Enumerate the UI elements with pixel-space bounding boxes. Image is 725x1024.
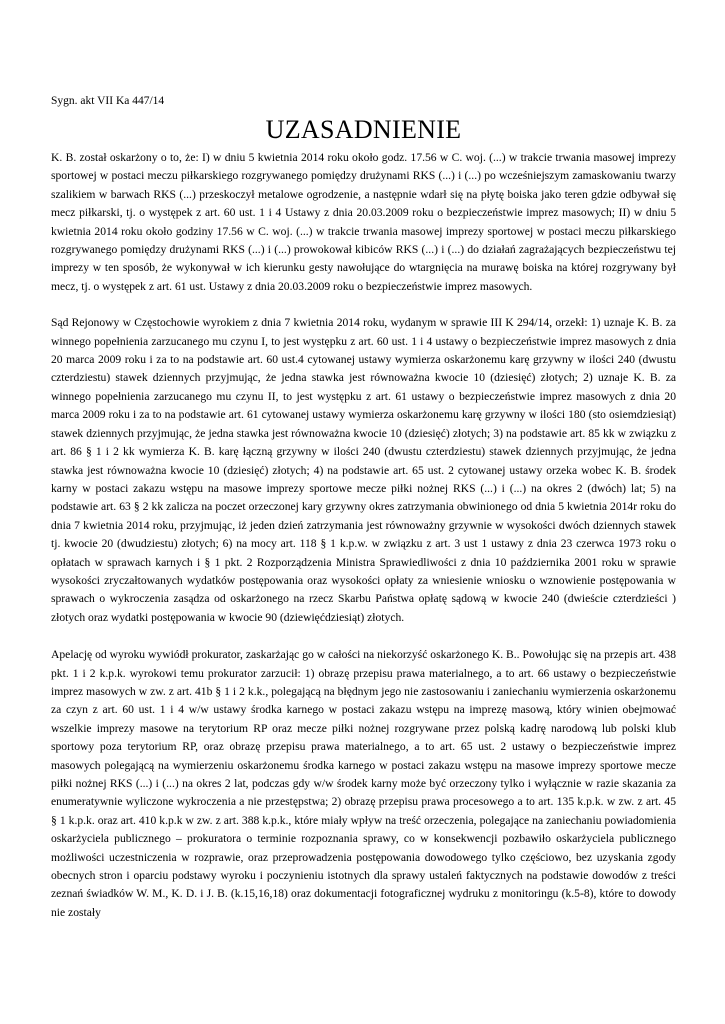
document-title: UZASADNIENIE [265,115,462,144]
paragraph-charges: K. B. został oskarżony o to, że: I) w dniu 5 kwietnia 2014 roku około godz. 17.56 w C. woj. (...) w trakcie trwania masowej imprezy sportowej w postaci meczu piłkarskiego rozgrywanego pomiędzy drużynami RKS (...) i (...) po wcześniejszym zamaskowaniu twarzy szalikiem w barwach RKS (...) przeskoczył metalowe ogrodzenie, a następnie wdarł się na płytę boiska jako teren gdzie odbywał się mecz piłkarski, tj. o występek z art. 60 ust. 1 i 4 Ustawy z dnia 20.03.2009 roku o bezpieczeństwie imprez masowych; II) w dniu 5 kwietnia 2014 roku około godziny 17.56 w C. woj. (...) w trakcie trwania masowej imprezy sportowej w postaci meczu piłkarskiego rozgrywanego pomiędzy drużynami RKS (...) i (...) prowokował kibiców RKS (...) i (...) do działań zagrażających bezpieczeństwu tej imprezy w ten sposób, że wykonywał w ich kierunku gesty nawołujące do wtargnięcia na murawę boiska na której rozgrywany był mecz, tj. o występek z art. 61 ust. Ustawy z dnia 20.03.2009 roku o bezpieczeństwie imprez masowych. [51,151,676,293]
paragraph-appeal: Apelację od wyroku wywiódł prokurator, zaskarżając go w całości na niekorzyść oskarżonego K. B.. Powołując się na przepis art. 438 pkt. 1 i 2 k.p.k. wyrokowi temu prokurator zarzucił: 1) obrazę przepisu prawa materialnego, a to art. 66 ustawy o bezpieczeństwie imprez masowych w zw. z art. 41b § 1 i 2 k.k., polegającą na błędnym jego nie zastosowaniu i zaniechaniu wymierzenia oskarżonemu za czyn z art. 60 ust. 1 i 4 w/w ustawy środka karnego w postaci zakazu wstępu na imprezę masową, który winien obejmować wszelkie imprezy masowe na terytorium RP oraz mecze piłki nożnej rozgrywane przez polską kadrę narodową lub polski klub sportowy poza terytorium RP, oraz obrazę przepisu prawa materialnego, a to art. 65 ust. 2 ustawy o bezpieczeństwie imprez masowych polegającą na wymierzeniu oskarżonemu środka karnego w postaci zakazu wstępu na masowe imprezy sportowe mecze piłki nożnej RKS (...) i (...) na okres 2 lat, podczas gdy w/w środek karny może być orzeczony tylko i wyłącznie w razie skazania za enumeratywnie wyliczone wykroczenia a nie przestępstwa; 2) obrazę przepisu prawa procesowego a to art. 135 k.p.k. w zw. z art. 45 § 1 k.p.k. oraz art. 410 k.p.k w zw. z art. 388 k.p.k., które miały wpływ na treść orzeczenia, polegające na zaniechaniu powiadomienia oskarżyciela publicznego – prokuratora o terminie rozpoznania sprawy, co w konsekwencji pozbawiło oskarżyciela publicznego możliwości uczestniczenia w rozprawie, oraz przeprowadzenia postępowania dowodowego tylko częściowo, bez uzyskania zgody obecnych stron i oparciu podstawy wyroku i poczynieniu istotnych dla sprawy ustaleń faktycznych na podstawie dowodów z treści zeznań świadków W. M., K. D. i J. B. (k.15,16,18) oraz dokumentacji fotograficznej wydruku z monitoringu (k.5-8), które to dowody nie zostały [51,648,676,919]
case-signature: Sygn. akt VII Ka 447/14 [51,95,165,107]
paragraph-judgment: Sąd Rejonowy w Częstochowie wyrokiem z dnia 7 kwietnia 2014 roku, wydanym w sprawie III K 294/14, orzekł: 1) uznaje K. B. za winnego popełnienia zarzucanego mu czynu I, to jest występku z art. 60 ust. 1 i 4 ustawy o bezpieczeństwie imprez masowych z dnia 20 marca 2009 roku i za to na podstawie art. 60 ust.4 cytowanej ustawy wymierza oskarżonemu karę grzywny w ilości 240 (dwustu czterdziestu) stawek dziennych przyjmując, że jedna stawka jest równoważna kwocie 10 (dziesięć) złotych; 2) uznaje K. B. za winnego popełnienia zarzucanego mu czynu II, to jest występku z art. 61 ustawy o bezpieczeństwie imprez masowych z dnia 20 marca 2009 roku i za to na podstawie art. 61 cytowanej ustawy wymierza oskarżonemu karę grzywny w ilości 180 (sto osiemdziesiąt) stawek dziennych przyjmując, że jedna stawka jest równoważna kwocie 10 (dziesięć) złotych; 3) na podstawie art. 85 kk w związku z art. 86 § 1 i 2 kk wymierza K. B. karę łączną grzywny w ilości 240 (dwustu czterdziestu) stawek dziennych przyjmując, że jedna stawka jest równoważna kwocie 10 (dziesięć) złotych; 4) na podstawie art. 65 ust. 2 cytowanej ustawy orzeka wobec K. B. środek karny w postaci zakazu wstępu na masowe imprezy sportowe mecze piłki nożnej RKS (...) i (...) na okres 2 (dwóch) lat; 5) na podstawie art. 63 § 2 kk zalicza na poczet orzeczonej kary grzywny okres zatrzymania obwinionego od dnia 5 kwietnia 2014r roku do dnia 7 kwietnia 2014 roku, przyjmując, iż jeden dzień zatrzymania jest równoważny grzywnie w wysokości dwóch dziennych stawek tj. kwocie 20 (dwudziestu) złotych; 6) na mocy art. 118 § 1 k.p.w. w związku z art. 3 ust 1 ustawy z dnia 23 czerwca 1973 roku o opłatach w sprawach karnych i § 1 pkt. 2 Rozporządzenia Ministra Sprawiedliwości z dnia 10 października 2001 roku w sprawie wysokości zryczałtowanych wydatków postępowania oraz wysokości opłaty za wniesienie wniosku o wznowienie postępowania w sprawach o wykroczenia zasądza od oskarżonego na rzecz Skarbu Państwa opłatę sądową w kwocie 240 (dwieście czterdzieści ) złotych oraz wydatki postępowania w kwocie 90 (dziewięćdziesiąt) złotych. [51,316,676,624]
document-page [51,94,676,941]
